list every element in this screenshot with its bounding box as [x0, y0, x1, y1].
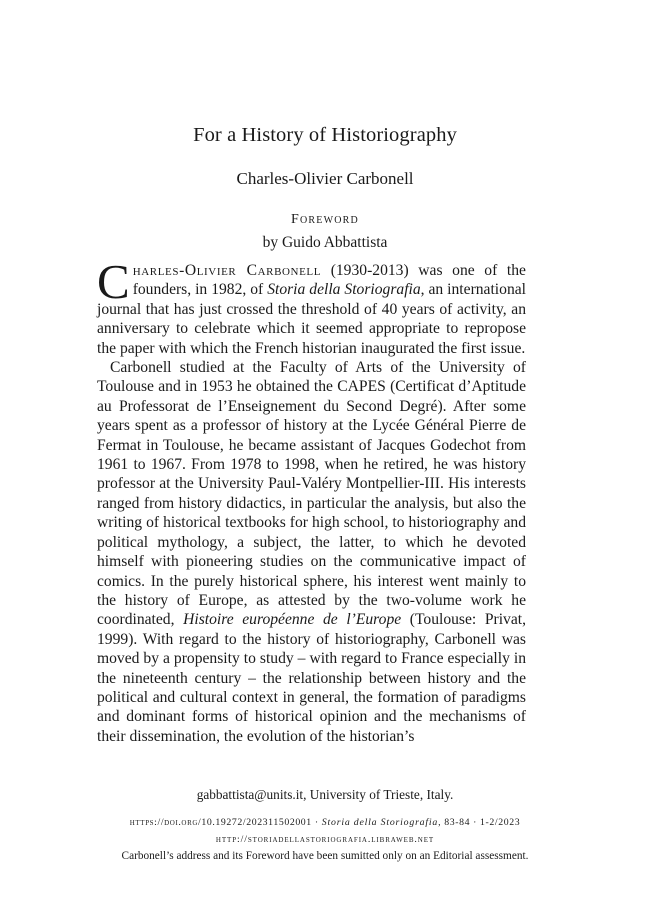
paragraph-1-text-a: (1930-2013) was one of the founders, in 1982, of	[132, 262, 526, 299]
paragraph-1-text-b: , an international journal that has just crossed the threshold of 40 years of activity, an anniversary to celebrate which it seemed appropriate to repropose the paper with which the French historian inaugurated the first issue.	[97, 281, 526, 357]
foreword-heading: Foreword	[291, 212, 359, 227]
doi-link[interactable]: https://doi.org/10.19272/202311502001 ·	[129, 817, 322, 828]
body-paragraph-1	[97, 254, 526, 358]
foreword-byline: by Guido Abbattista	[262, 234, 388, 251]
journal-name-italic: Storia della Storiografia	[267, 281, 421, 299]
drop-cap: C	[97, 254, 130, 309]
body-text	[97, 254, 526, 746]
article-title: For a History of Historiography	[193, 124, 457, 146]
article-author: Charles-Olivier Carbonell	[236, 169, 414, 188]
doi-issue-info: , 83-84 · 1-2/2023	[438, 817, 521, 828]
author-affiliation: gabbattista@units.it, University of Trieste, Italy.	[196, 787, 454, 802]
journal-url-link[interactable]: http://storiadellastoriografia.libraweb.net	[215, 834, 435, 845]
editorial-note: Carbonell’s address and its Foreword have been sumitted only on an Editorial assessment.	[121, 850, 529, 862]
doi-journal-name: Storia della Storiografia	[321, 817, 439, 828]
doi-citation-line	[0, 817, 650, 828]
paragraph-2-text-b: (Toulouse: Privat, 1999). With regard to the history of historiography, Carbonell was moved by a propensity to study – with regard to France especially in the nineteenth century – the relationship between history and the political and cultural context in general, the formation of paradigms and dominant forms of historical opinion and the mechanisms of their dissemination, the evolution of the historian’s	[97, 611, 526, 745]
body-paragraph-2	[97, 358, 526, 746]
paragraph-2-text-a: Carbonell studied at the Faculty of Arts of the University of Toulouse and in 1953 he obtained the CAPES (Certificat d’Aptitude au Professorat de l’Enseignement du Second Degré). After some years spent as a professor of history at the Lycée Général Pierre de Fermat in Toulouse, he became assistant of Jacques Godechot from 1961 to 1967. From 1978 to 1998, when he retired, he was history professor at the University Paul-Valéry Montpellier-III. His interests ranged from history didactics, in particular the analysis, but also the writing of historical textbooks for high school, to historiography and political mythology, a subject, the latter, to which he devoted himself with pioneering studies on the communicative impact of comics. In the purely historical sphere, his interest went mainly to the history of Europe, as attested by the two-volume work he coordinated,	[97, 359, 526, 629]
author-name-smallcaps: harles-Olivier Carbonell	[132, 262, 322, 279]
book-title-italic: Histoire européenne de l’Europe	[183, 611, 402, 629]
